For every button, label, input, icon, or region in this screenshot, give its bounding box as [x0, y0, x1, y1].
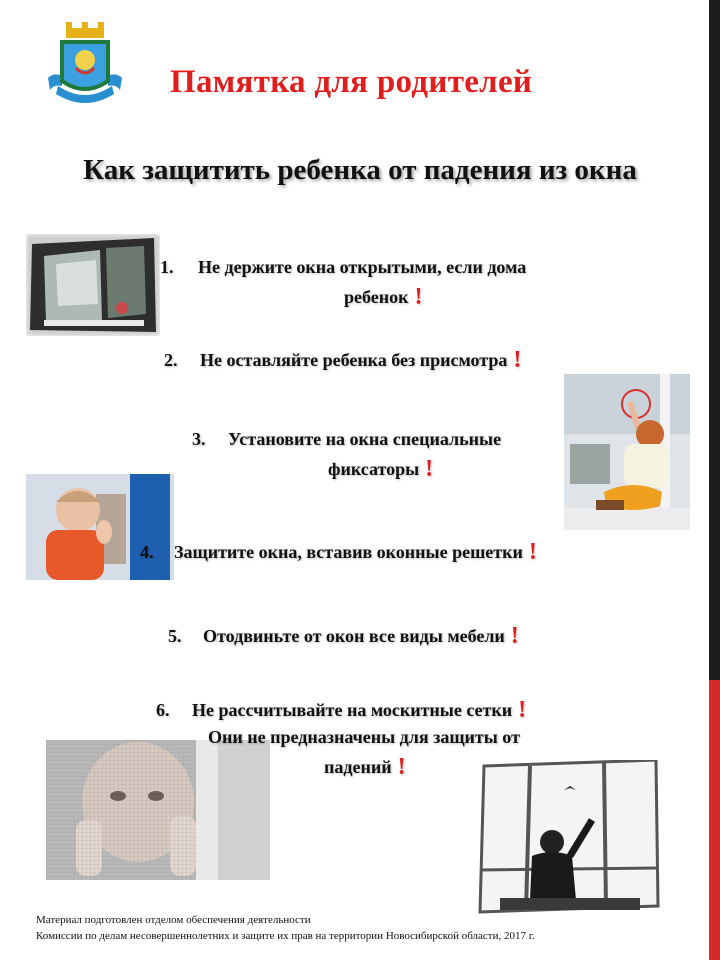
page-subtitle: Как защитить ребенка от падения из окна	[83, 154, 637, 186]
item-text: ребенок	[344, 287, 409, 307]
item-number: 3.	[192, 429, 206, 449]
sidebar-accent-dark	[709, 0, 720, 680]
child-climbing-window-photo	[564, 374, 690, 530]
exclamation-icon: !	[425, 456, 434, 482]
list-item-6-cont2	[324, 752, 406, 782]
item-text: Не держите окна открытыми, если дома	[198, 257, 527, 277]
list-item-3	[192, 424, 501, 454]
item-number: 1.	[160, 257, 174, 277]
list-item-6	[156, 695, 526, 725]
child-behind-mosquito-net-photo	[46, 740, 270, 880]
coat-of-arms-icon	[44, 20, 126, 110]
list-item-1	[160, 252, 526, 282]
item-text: Не рассчитывайте на москитные сетки	[192, 700, 513, 720]
item-text: Защитите окна, вставив оконные решетки	[174, 542, 523, 562]
open-window-photo	[26, 234, 160, 336]
list-item-1-cont	[344, 282, 423, 312]
child-silhouette-window-photo	[460, 760, 670, 918]
item-text: Не оставляйте ребенка без присмотра	[200, 350, 508, 370]
footer-line-1: Материал подготовлен отделом обеспечения деятельности	[36, 914, 311, 926]
sidebar-accent-red	[709, 680, 720, 960]
item-number: 5.	[168, 626, 182, 646]
item-number: 2.	[164, 350, 178, 370]
item-number: 4.	[140, 542, 154, 562]
list-item-4	[140, 537, 537, 567]
item-text: фиксаторы	[328, 459, 420, 479]
list-item-2	[164, 345, 521, 375]
list-item-5	[168, 621, 519, 651]
list-item-3-cont	[328, 454, 433, 484]
exclamation-icon: !	[513, 347, 522, 373]
item-text: Установите на окна специальные	[228, 429, 502, 449]
item-text: Они не предназначены для защиты от	[208, 727, 520, 747]
footer-line-2: Комиссии по делам несовершеннолетних и защите их прав на территории Новосибирской области, 2017 г.	[36, 930, 535, 942]
exclamation-icon: !	[510, 623, 519, 649]
exclamation-icon: !	[518, 697, 527, 723]
exclamation-icon: !	[414, 284, 423, 310]
page-title: Памятка для родителей	[170, 64, 533, 100]
item-text: Отодвиньте от окон все виды мебели	[203, 626, 505, 646]
item-text: падений	[324, 757, 392, 777]
exclamation-icon: !	[397, 754, 406, 780]
item-number: 6.	[156, 700, 170, 720]
exclamation-icon: !	[528, 539, 537, 565]
list-item-6-cont	[208, 722, 520, 752]
